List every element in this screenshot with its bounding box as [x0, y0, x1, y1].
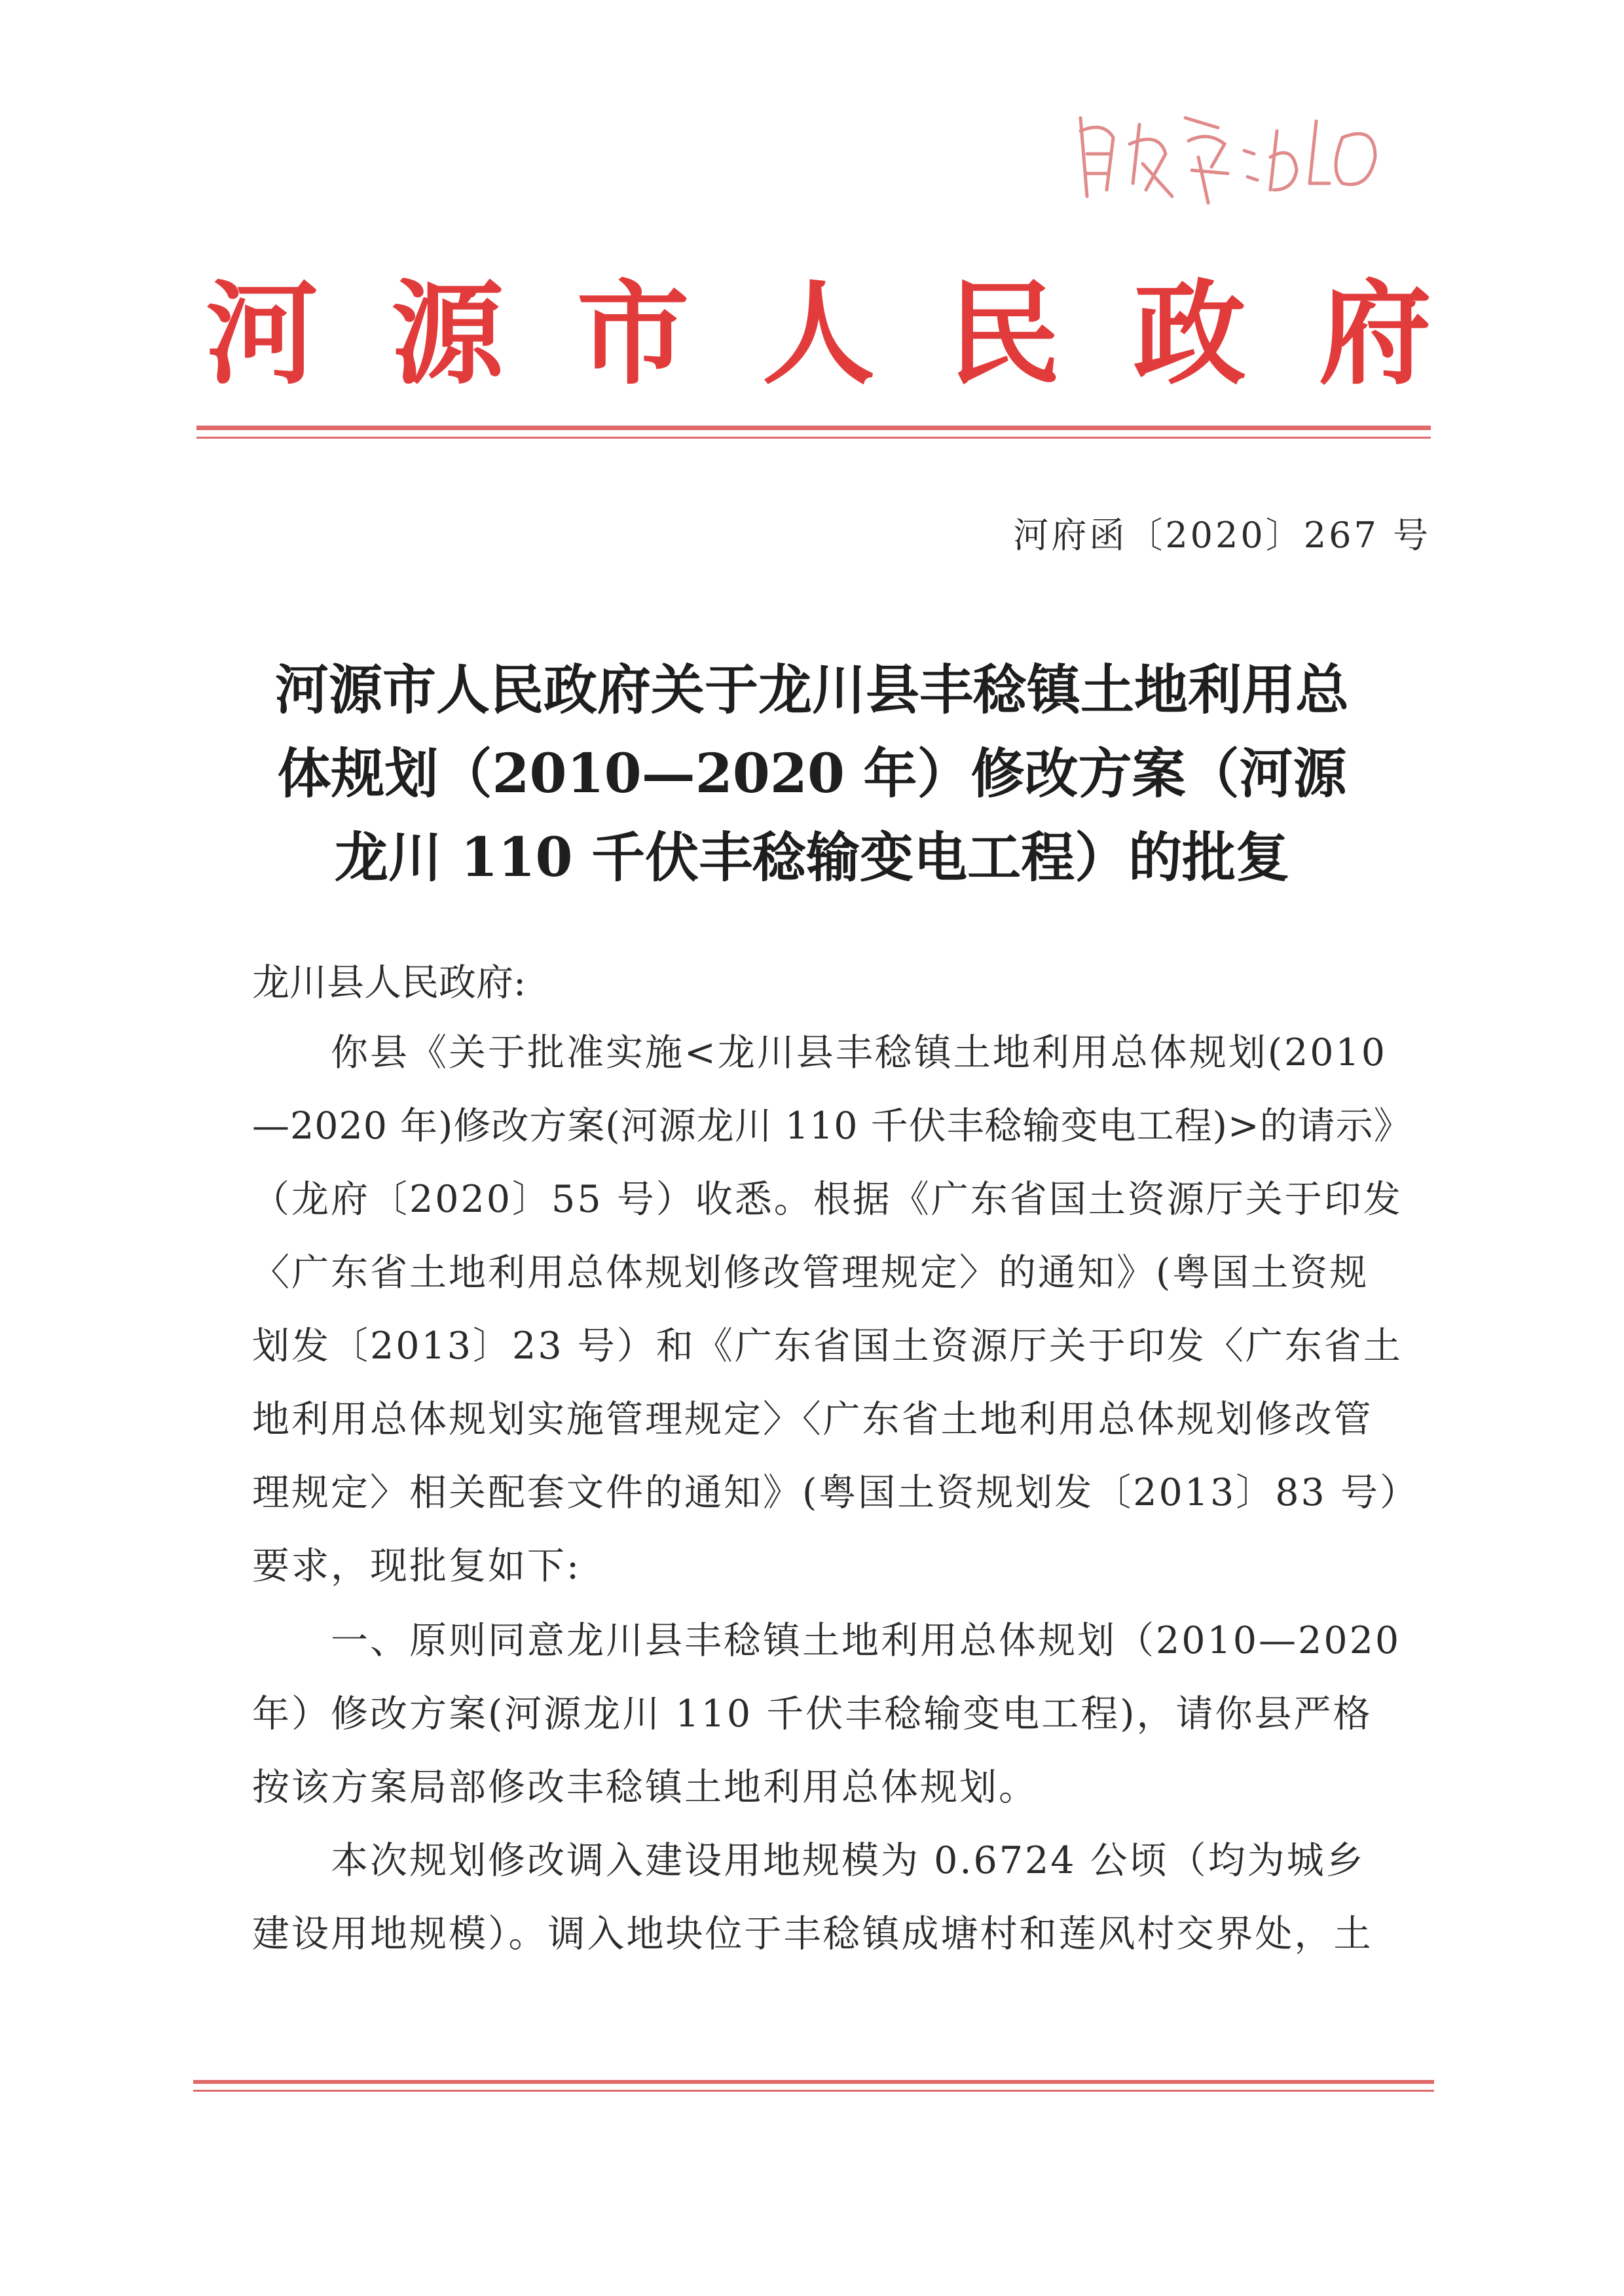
- masthead-char: 源: [391, 267, 504, 400]
- body-line: 地利用总体规划实施管理规定〉〈广东省土地利用总体规划修改管: [252, 1398, 1373, 1441]
- top-red-rule-thin: [196, 437, 1431, 439]
- body-line: 划发〔2013〕23 号）和《广东省国土资源厅关于印发〈广东省土: [252, 1324, 1403, 1368]
- masthead-char: 市: [576, 267, 690, 400]
- title-line: 河源市人民政府关于龙川县丰稔镇土地利用总: [274, 659, 1349, 721]
- masthead-char: 人: [762, 267, 875, 400]
- title-line: 龙川 110 千伏丰稔输变电工程）的批复: [334, 826, 1290, 889]
- body-line: 建设用地规模）。调入地块位于丰稔镇成塘村和莲风村交界处，土: [252, 1912, 1373, 1956]
- body-line: —2020 年)修改方案(河源龙川 110 千伏丰稔输变电工程)>的请示》: [252, 1104, 1412, 1148]
- masthead-char: 政: [1133, 267, 1246, 400]
- bottom-red-rule-thin: [193, 2090, 1434, 2092]
- document-title: [216, 648, 1408, 900]
- body-line: （龙府〔2020〕55 号）收悉。根据《广东省国土资源厅关于印发: [252, 1178, 1403, 1221]
- masthead: [196, 259, 1441, 409]
- handwritten-annotation: [1067, 92, 1382, 223]
- addressee: 龙川县人民政府:: [252, 961, 526, 1004]
- title-line: 体规划（2010—2020 年）修改方案（河源: [277, 742, 1347, 805]
- body-line: 你县《关于批准实施<龙川县丰稔镇土地利用总体规划(2010: [331, 1031, 1388, 1074]
- bottom-red-rule: [193, 2080, 1434, 2084]
- masthead-char: 府: [1318, 267, 1431, 400]
- masthead-char: 河: [206, 267, 318, 400]
- document-number: 河府函〔2020〕267 号: [1013, 515, 1431, 556]
- top-red-rule: [196, 426, 1431, 430]
- body-line: 理规定〉相关配套文件的通知》(粤国土资规划发〔2013〕83 号）: [252, 1471, 1419, 1514]
- body-line: 要求，现批复如下:: [252, 1544, 581, 1588]
- masthead-char: 民: [948, 267, 1061, 400]
- body-line: 本次规划修改调入建设用地规模为 0.6724 公顷（均为城乡: [331, 1839, 1365, 1882]
- body-line: 按该方案局部修改丰稔镇土地利用总体规划。: [252, 1766, 1038, 1809]
- body-line: 年）修改方案(河源龙川 110 千伏丰稔输变电工程)，请你县严格: [252, 1692, 1373, 1736]
- body-line: 一、原则同意龙川县丰稔镇土地利用总体规划（2010—2020: [331, 1619, 1401, 1662]
- body-line: 〈广东省土地利用总体规划修改管理规定〉的通知》(粤国土资规: [252, 1251, 1369, 1294]
